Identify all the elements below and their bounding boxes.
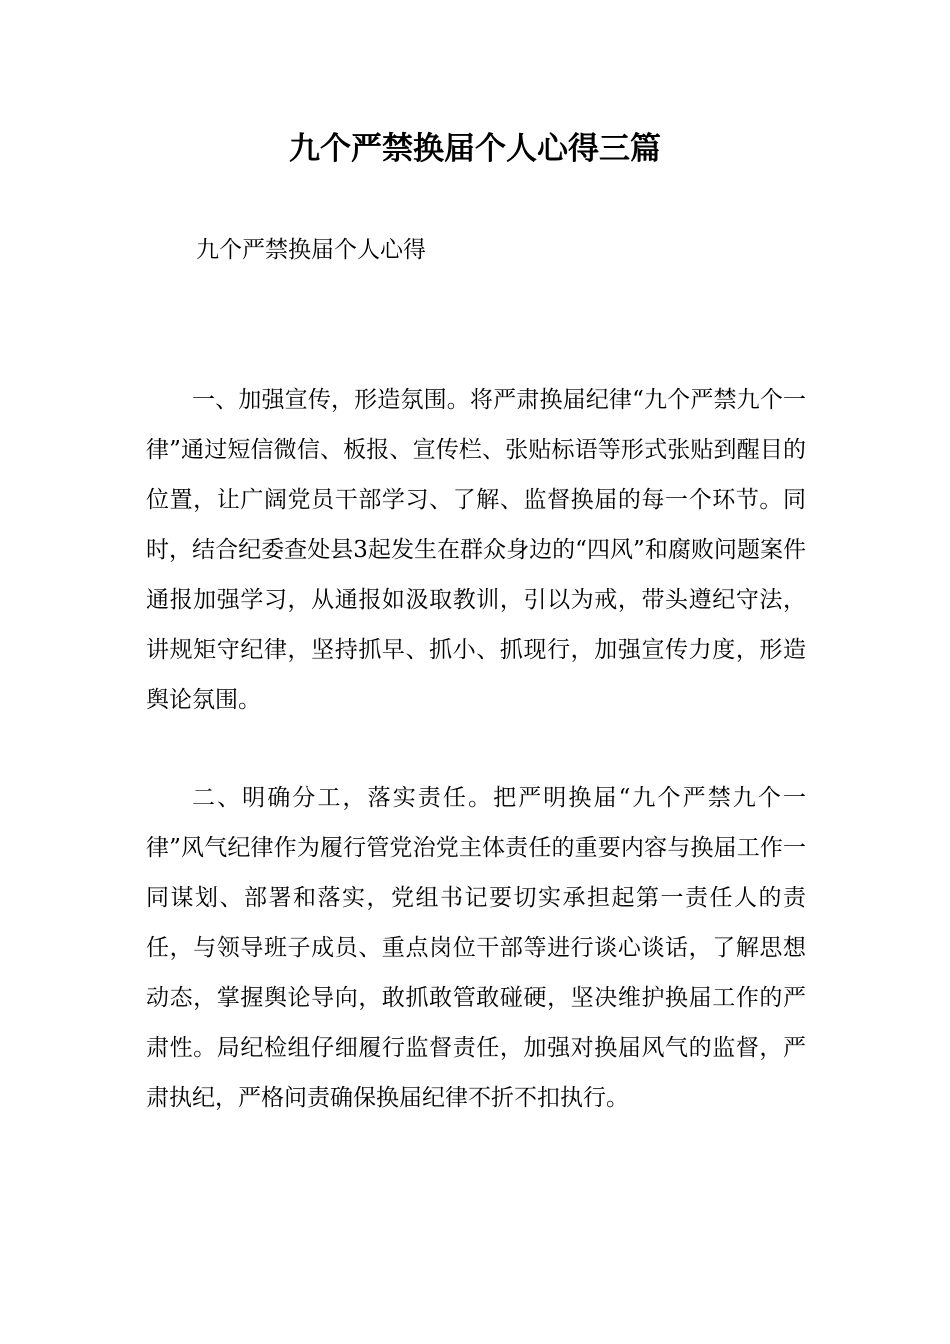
document-subtitle: 九个严禁换届个人心得 — [196, 237, 426, 263]
document-title: 九个严禁换届个人心得三篇 — [289, 131, 661, 167]
paragraph-1: 一、加强宣传，形造氛围。将严肃换届纪律“九个严禁九个一律”通过短信微信、板报、宣传栏、张贴标语等形式张贴到醒目的位置，让广阔党员干部学习、了解、监督换届的每一个环节。同时，结合纪委查处县3起发生在群众身边的“四风”和腐败问题案件通报加强学习，从通报如汲取教训，引以为戒，带头遵纪守法，讲规矩守纪律，坚持抓早、抓小、抓现行，加强宣传力度，形造舆论氛围。 — [146, 387, 806, 713]
paragraph-2: 二、明确分工，落实责任。把严明换届“九个严禁九个一律”风气纪律作为履行管党治党主体责任的重要内容与换届工作一同谋划、部署和落实，党组书记要切实承担起第一责任人的责任，与领导班子成员、重点岗位干部等进行谈心谈话，了解思想动态，掌握舆论导向，敢抓敢管敢碰硬，坚决维护换届工作的严肃性。局纪检组仔细履行监督责任，加强对换届风气的监督，严肃执纪，严格问责确保换届纪律不折不扣执行。 — [146, 785, 806, 1111]
